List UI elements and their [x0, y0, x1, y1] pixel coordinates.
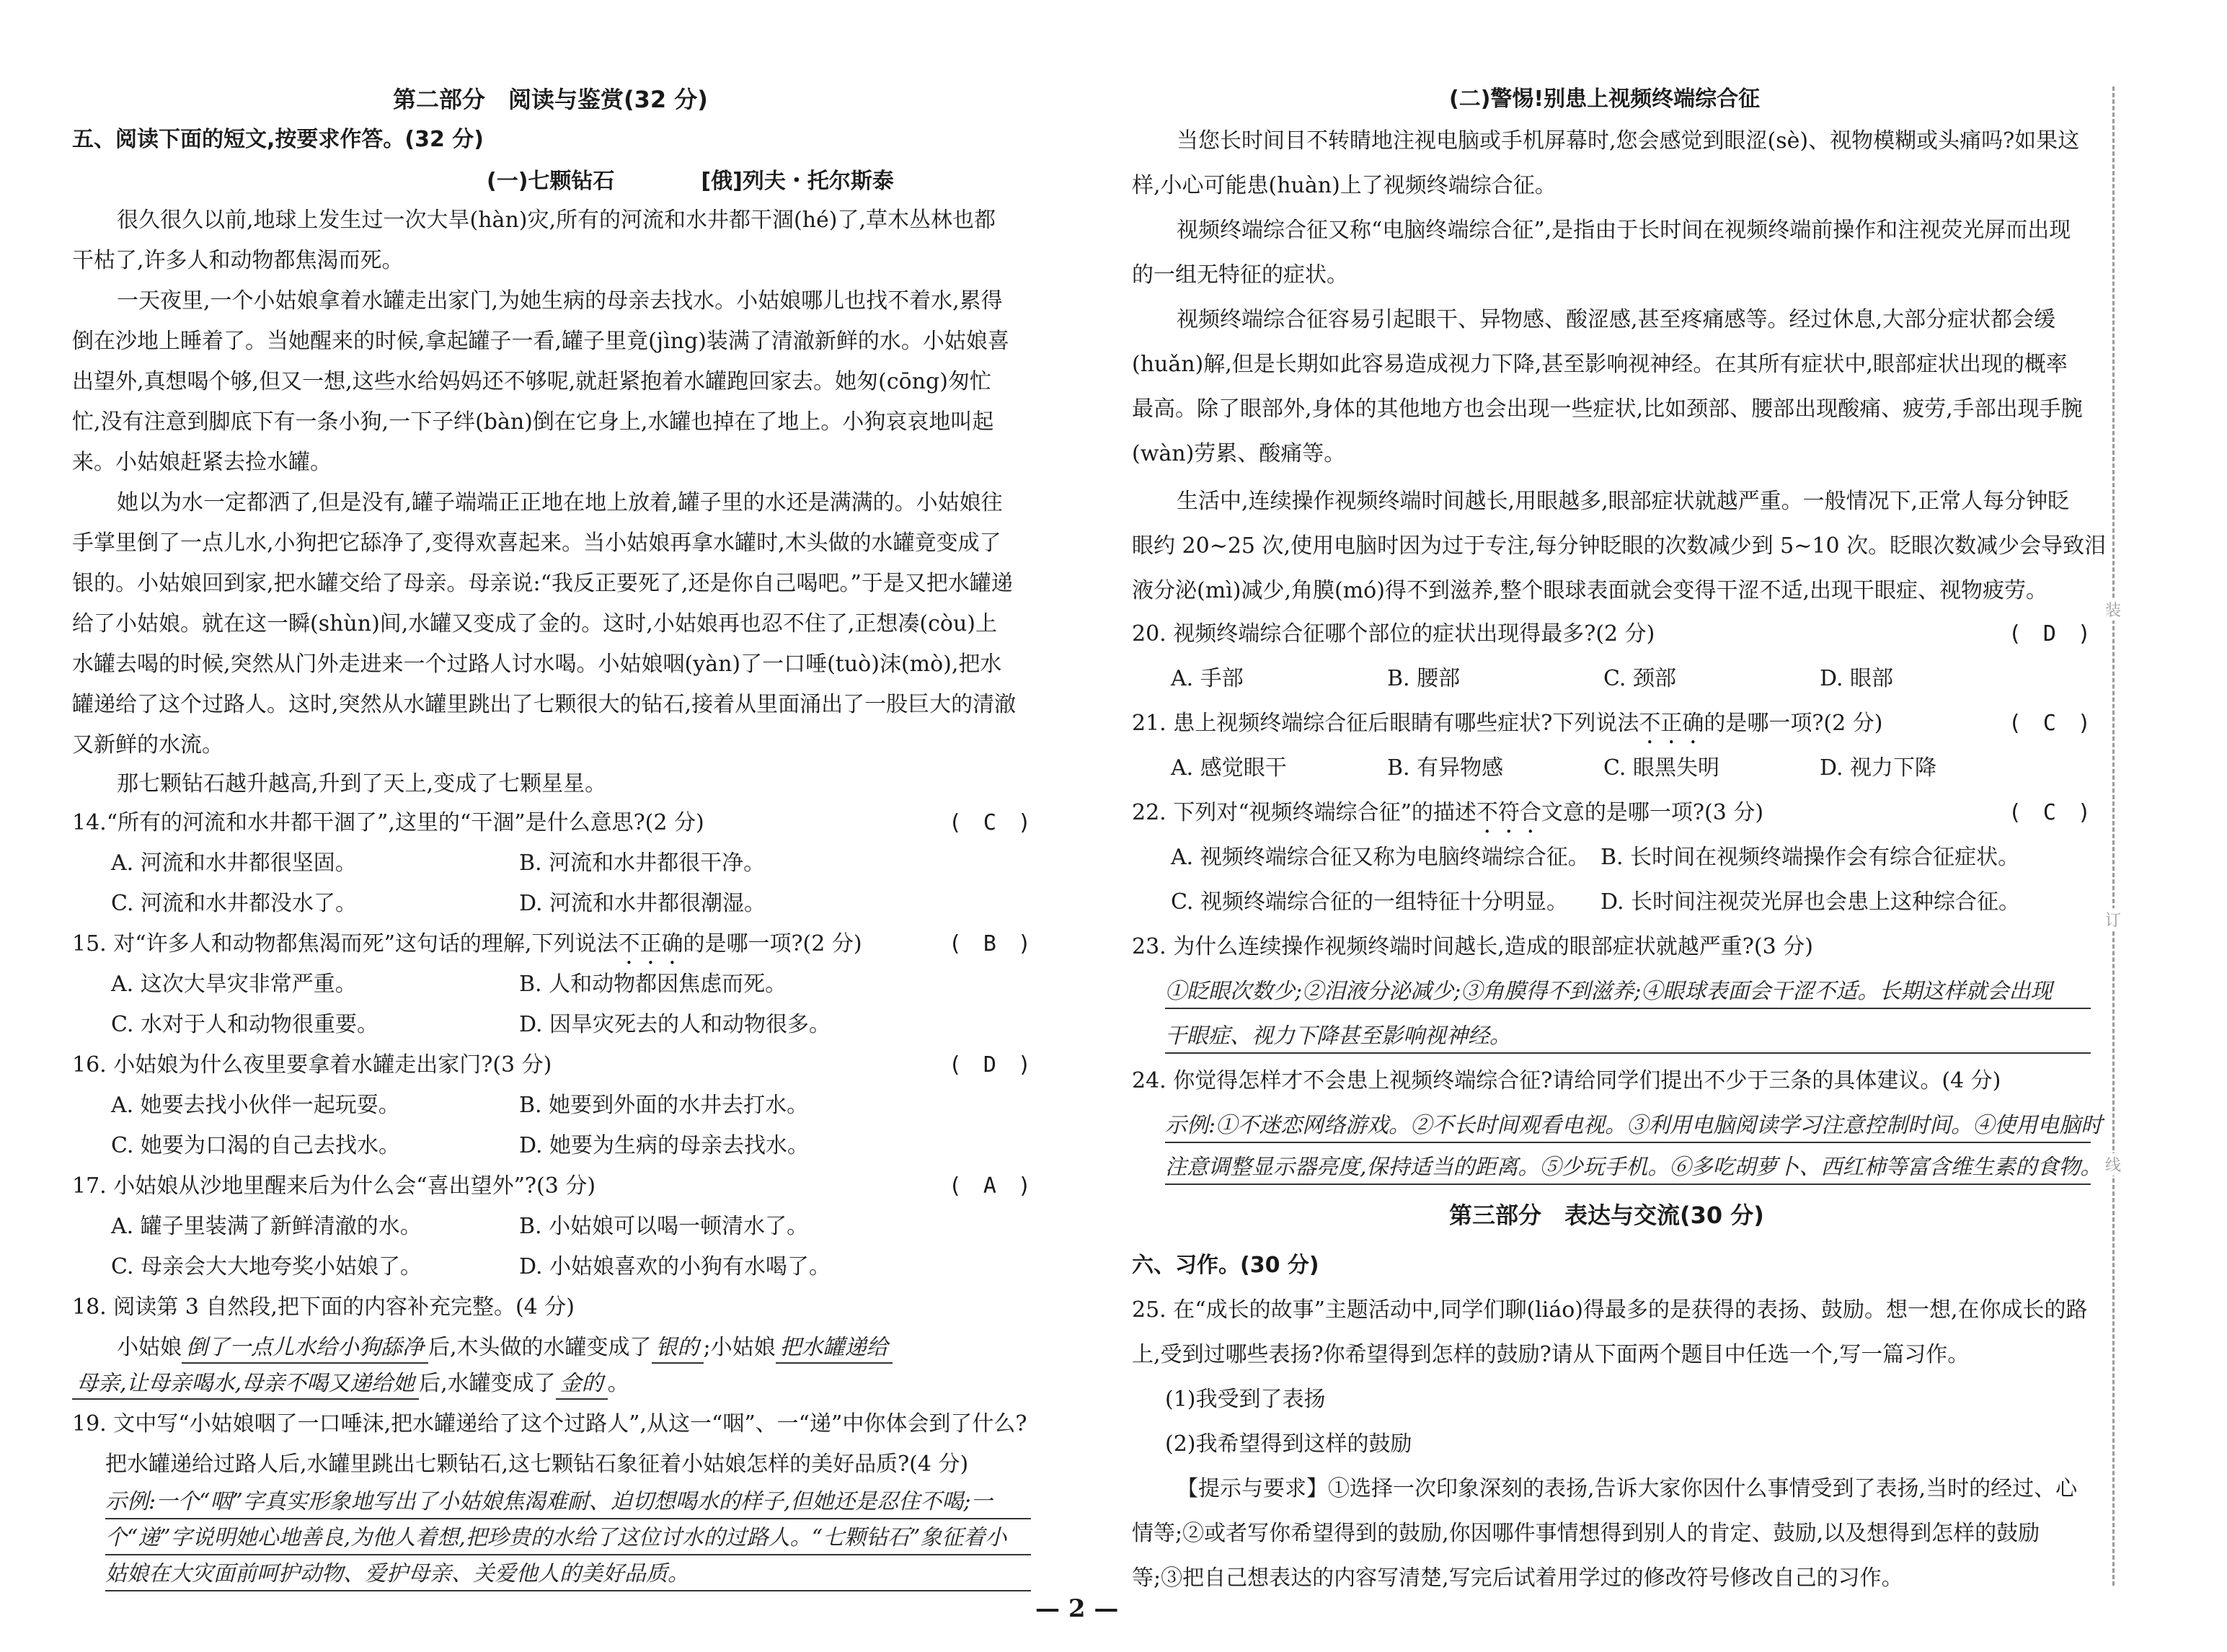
option: D. 长时间注视荧光屏也会患上这种综合征。	[1600, 889, 2021, 915]
passage1-line: 手掌里倒了一点儿水,小狗把它舔净了,变得欢喜起来。当小姑娘再拿水罐时,木头做的水罐竟变成了	[72, 530, 1001, 556]
essay-tips: 【提示与要求】①选择一次印象深刻的表扬,告诉大家你因什么事情受到了表扬,当时的经过、心	[1177, 1476, 2078, 1501]
passage2-line: 液分泌(mì)减少,角膜(mó)得不到滋养,整个眼球表面就会变得干涩不适,出现干眼症、视物疲劳。	[1132, 578, 2047, 603]
option: B. 人和动物都因焦虑而死。	[519, 972, 787, 997]
option: A. 感觉眼干	[1171, 755, 1287, 781]
answer-23-line: ①眨眼次数少;②泪液分泌减少;③角膜得不到滋养;④眼球表面会干涩不适。长期这样就会出现	[1165, 979, 2053, 1004]
option: C. 眼黑失明	[1603, 755, 1719, 781]
option: B. 她要到外面的水井去打水。	[519, 1093, 809, 1118]
answer-rule	[1165, 1008, 2091, 1009]
answer-16: ( D )	[948, 1052, 1031, 1078]
fill-in-line: 母亲,让母亲喝水,母亲不喝又递给她 后,水罐变成了 金的 。	[72, 1369, 629, 1400]
option: B. 小姑娘可以喝一顿清水了。	[519, 1214, 809, 1239]
answer-19-line: 姑娘在大灾面前呵护动物、爱护母亲、关爱他人的美好品质。	[105, 1561, 689, 1586]
answer-23-line: 干眼症、视力下降甚至影响视神经。	[1165, 1023, 1511, 1049]
passage2-title: (二)警惕!别患上视频终端综合征	[1449, 86, 1761, 112]
answer-blank: 银的	[652, 1333, 704, 1364]
question-17: 17. 小姑娘从沙地里醒来后为什么会“喜出望外”?(3 分)	[72, 1173, 596, 1199]
passage1-line: 一天夜里,一个小姑娘拿着水罐走出家门,为她生病的母亲去找水。小姑娘哪儿也找不着水,累得	[117, 288, 1003, 314]
question-25: 25. 在“成长的故事”主题活动中,同学们聊(liáo)得最多的是获得的表扬、鼓励。想一想,在你成长的路	[1132, 1297, 2088, 1323]
option: B. 河流和水井都很干净。	[519, 851, 766, 876]
passage1-line: 水罐去喝的时候,突然从门外走进来一个过路人讨水喝。小姑娘咽(yàn)了一口唾(tuò)沫(mò),把水	[72, 652, 1002, 677]
essay-tips: 情等;②或者写你希望得到的鼓励,你因哪件事情想得到别人的肯定、鼓励,以及想得到怎样的鼓励	[1132, 1521, 2040, 1546]
section6-heading: 六、习作。(30 分)	[1132, 1253, 1319, 1278]
essay-tips: 等;③把自己想表达的内容写清楚,写完后试着用学过的修改符号修改自己的习作。	[1132, 1566, 1903, 1591]
essay-topic: (2)我希望得到这样的鼓励	[1165, 1431, 1412, 1457]
option: D. 河流和水井都很潮湿。	[519, 891, 766, 916]
question-14: 14.“所有的河流和水井都干涸了”,这里的“干涸”是什么意思?(2 分)	[72, 810, 704, 835]
passage1-line: 来。小姑娘赶紧去捡水罐。	[72, 450, 332, 475]
option: C. 视频终端综合征的一组特征十分明显。	[1171, 889, 1568, 915]
passage1-line: 给了小姑娘。就在这一瞬(shùn)间,水罐又变成了金的。这时,小姑娘再也忍不住了,正想凑(còu)上	[72, 611, 997, 636]
essay-topic: (1)我受到了表扬	[1165, 1387, 1326, 1412]
passage2-line: 的一组无特征的症状。	[1132, 262, 1348, 288]
answer-blank: 母亲,让母亲喝水,母亲不喝又递给她	[72, 1369, 419, 1400]
answer-blank: 把水罐递给	[776, 1333, 893, 1364]
option: B. 有异物感	[1387, 755, 1504, 781]
answer-rule	[105, 1590, 1031, 1591]
option: A. 手部	[1171, 666, 1244, 691]
passage1-line: 倒在沙地上睡着了。当她醒来的时候,拿起罐子一看,罐子里竟(jìng)装满了清澈新鲜的水。小姑娘喜	[72, 329, 1009, 354]
option: C. 母亲会大大地夸奖小姑娘了。	[111, 1254, 422, 1279]
section5-heading: 五、阅读下面的短文,按要求作答。(32 分)	[72, 127, 484, 152]
answer-blank: 倒了一点儿水给小狗舔净	[182, 1333, 428, 1364]
passage2-line: (huǎn)解,但是长期如此容易造成视力下降,甚至影响视神经。在其所有症状中,眼部症状出现的概率	[1132, 352, 2068, 377]
question-21: 21. 患上视频终端综合征后眼睛有哪些症状?下列说法不正确的是哪一项?(2 分)	[1132, 711, 1883, 736]
option: A. 罐子里装满了新鲜清澈的水。	[111, 1214, 422, 1239]
answer-rule	[1165, 1184, 2091, 1185]
question-25-cont: 上,受到过哪些表扬?你希望得到怎样的鼓励?请从下面两个题目中任选一个,写一篇习作。	[1132, 1342, 1970, 1367]
option: A. 她要去找小伙伴一起玩耍。	[111, 1093, 400, 1118]
option: B. 长时间在视频终端操作会有综合征症状。	[1600, 845, 2020, 870]
option: C. 河流和水井都没水了。	[111, 891, 357, 916]
passage2-line: 当您长时间目不转睛地注视电脑或手机屏幕时,您会感觉到眼涩(sè)、视物模糊或头痛吗?如果这	[1177, 128, 2080, 154]
answer-19-line: 示例:一个“咽”字真实形象地写出了小姑娘焦渴难耐、迫切想喝水的样子,但她还是忍住不喝;一	[105, 1489, 993, 1514]
question-20: 20. 视频终端综合征哪个部位的症状出现得最多?(2 分)	[1132, 621, 1655, 647]
answer-22: ( C )	[2008, 800, 2091, 825]
answer-21: ( C )	[2008, 711, 2091, 736]
answer-15: ( B )	[948, 931, 1031, 956]
fill-in-line: 小姑娘 倒了一点儿水给小狗舔净 后,木头做的水罐变成了 银的 ;小姑娘 把水罐递给	[117, 1333, 893, 1364]
passage2-line: 最高。除了眼部外,身体的其他地方也会出现一些症状,比如颈部、腰部出现酸痛、疲劳,手部出现手腕	[1132, 396, 2083, 422]
passage1-title: (一)七颗钻石 [俄]列夫・托尔斯泰	[487, 169, 894, 194]
binding-mark: 线	[2105, 1153, 2121, 1176]
answer-19-line: 个“递”字说明她心地善良,为他人着想,把珍贵的水给了这位讨水的过路人。“七颗钻石”象征着小	[105, 1525, 1007, 1550]
option: C. 她要为口渴的自己去找水。	[111, 1133, 400, 1158]
option: A. 这次大旱灾非常严重。	[111, 972, 357, 997]
option: D. 视力下降	[1820, 755, 1937, 781]
passage2-line: 样,小心可能患(huàn)上了视频终端综合征。	[1132, 173, 1557, 198]
question-24: 24. 你觉得怎样才不会患上视频终端综合征?请给同学们提出不少于三条的具体建议。(4 分)	[1132, 1068, 2001, 1093]
passage2-line: 视频终端综合征又称“电脑终端综合征”,是指由于长时间在视频终端前操作和注视荧光屏而出现	[1177, 218, 2071, 243]
passage1-line: 干枯了,许多人和动物都焦渴而死。	[72, 248, 404, 273]
answer-rule	[105, 1518, 1031, 1519]
option: B. 腰部	[1387, 666, 1461, 691]
binding-mark: 订	[2105, 908, 2121, 931]
option: D. 小姑娘喜欢的小狗有水喝了。	[519, 1254, 831, 1279]
part3-title: 第三部分 表达与交流(30 分)	[1449, 1202, 1764, 1229]
passage1-line: 她以为水一定都洒了,但是没有,罐子端端正正地在地上放着,罐子里的水还是满满的。小姑娘往	[117, 490, 1003, 515]
passage1-line: 很久很久以前,地球上发生过一次大旱(hàn)灾,所有的河流和水井都干涸(hé)了,草木丛林也都	[117, 208, 996, 233]
answer-rule	[1165, 1142, 2091, 1143]
answer-14: ( C )	[948, 810, 1031, 835]
passage1-line: 忙,没有注意到脚底下有一条小狗,一下子绊(bàn)倒在它身上,水罐也掉在了地上。小狗哀哀地叫起	[72, 409, 994, 435]
option: D. 她要为生病的母亲去找水。	[519, 1133, 810, 1158]
passage1-line: 罐递给了这个过路人。这时,突然从水罐里跳出了七颗很大的钻石,接着从里面涌出了一股巨大的清澈	[72, 692, 1017, 717]
binding-line	[2112, 86, 2115, 1586]
passage1-line: 出望外,真想喝个够,但又一想,这些水给妈妈还不够呢,就赶紧抱着水罐跑回家去。她匆(cōng)匆忙	[72, 369, 991, 394]
page-number: — 2 —	[1035, 1594, 1119, 1623]
passage2-line: 生活中,连续操作视频终端时间越长,用眼越多,眼部症状就越严重。一般情况下,正常人每分钟眨	[1177, 489, 2070, 514]
part2-title: 第二部分 阅读与鉴赏(32 分)	[393, 86, 708, 113]
passage1-line: 那七颗钻石越升越高,升到了天上,变成了七颗星星。	[117, 771, 607, 796]
passage2-line: 眼约 20~25 次,使用电脑时因为过于专注,每分钟眨眼的次数减少到 5~10 次。眨眼次数减少会导致泪	[1132, 533, 2107, 559]
passage2-line: (wàn)劳累、酸痛等。	[1132, 441, 1346, 466]
answer-24-line: 注意调整显示器亮度,保持适当的距离。⑤少玩手机。⑥多吃胡萝卜、西红柿等富含维生素的食物。	[1165, 1155, 2102, 1180]
question-19-cont: 把水罐递给过路人后,水罐里跳出七颗钻石,这七颗钻石象征着小姑娘怎样的美好品质?(4 分)	[105, 1452, 969, 1477]
option: C. 颈部	[1603, 666, 1676, 691]
passage1-line: 又新鲜的水流。	[72, 732, 223, 758]
answer-rule	[105, 1554, 1031, 1555]
option: A. 视频终端综合征又称为电脑终端综合征。	[1171, 845, 1590, 870]
option: D. 眼部	[1820, 666, 1894, 691]
option: D. 因旱灾死去的人和动物很多。	[519, 1012, 831, 1037]
passage2-line: 视频终端综合征容易引起眼干、异物感、酸涩感,甚至疼痛感等。经过休息,大部分症状都会缓	[1177, 307, 2056, 332]
question-22: 22. 下列对“视频终端综合征”的描述不符合文意的是哪一项?(3 分)	[1132, 800, 1764, 825]
question-23: 23. 为什么连续操作视频终端时间越长,造成的眼部症状就越严重?(3 分)	[1132, 934, 1813, 959]
answer-20: ( D )	[2008, 621, 2091, 647]
answer-blank: 金的	[556, 1369, 608, 1400]
option: A. 河流和水井都很坚固。	[111, 851, 357, 876]
answer-17: ( A )	[948, 1173, 1031, 1199]
question-15: 15. 对“许多人和动物都焦渴而死”这句话的理解,下列说法不正确的是哪一项?(2 分)	[72, 931, 862, 956]
binding-mark: 装	[2105, 598, 2121, 621]
answer-24-line: 示例:①不迷恋网络游戏。②不长时间观看电视。③利用电脑阅读学习注意控制时间。④使用电脑时	[1165, 1113, 2103, 1138]
question-19: 19. 文中写“小姑娘咽了一口唾沫,把水罐递给了这个过路人”,从这一“咽”、一“递”中你体会到了什么?	[72, 1411, 1027, 1436]
answer-rule	[1165, 1052, 2091, 1054]
question-18: 18. 阅读第 3 自然段,把下面的内容补充完整。(4 分)	[72, 1294, 575, 1320]
option: C. 水对于人和动物很重要。	[111, 1012, 378, 1037]
question-16: 16. 小姑娘为什么夜里要拿着水罐走出家门?(3 分)	[72, 1052, 552, 1078]
passage1-line: 银的。小姑娘回到家,把水罐交给了母亲。母亲说:“我反正要死了,还是你自己喝吧。”于是又把水罐递	[72, 571, 1013, 596]
